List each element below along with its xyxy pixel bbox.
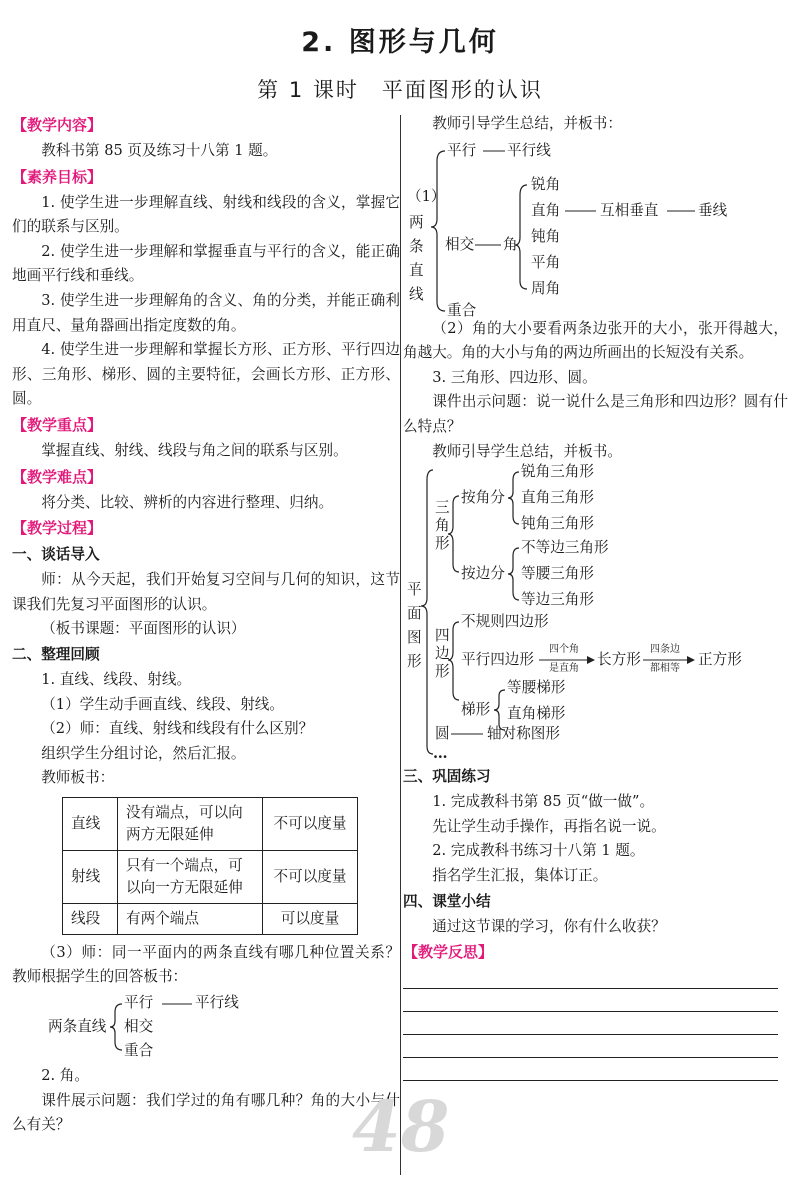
- tree-item: 垂线: [698, 201, 728, 219]
- tree-lines: [403, 137, 788, 317]
- chapter-title: 2. 图形与几何: [301, 27, 499, 58]
- difficulty-text: 将分类、比较、辨析的内容进行整理、归纳。: [41, 493, 334, 511]
- review-item: （1）学生动手画直线、线段、射线。: [41, 695, 284, 713]
- section-heading-goals: 【素养目标】: [12, 167, 103, 186]
- subheading-review: 二、整理回顾: [12, 645, 100, 663]
- section-heading-process: 【教学过程】: [12, 519, 103, 538]
- tree-root-char: 平: [407, 581, 422, 599]
- right-column: [403, 112, 788, 1081]
- goal-item: 3. 使学生进一步理解角的含义、角的分类，并能正确利用直尺、量角器画出指定度数的角。: [12, 291, 400, 334]
- triangle-type: 锐角三角形: [521, 463, 594, 481]
- triangle-char: 三: [435, 499, 450, 517]
- summary-intro: 教师引导学生总结，并板书：: [432, 115, 622, 132]
- goal-item: 4. 使学生进一步理解和掌握长方形、正方形、平行四边形、三角形、梯形、圆的主要特征，会画长方形、正方形、圆。: [12, 341, 400, 408]
- section-heading-content: 【教学内容】: [12, 116, 103, 134]
- tree-item: 平行四边形: [461, 651, 534, 669]
- table-cell: 有两个端点: [118, 903, 263, 934]
- tree-item: 正方形: [698, 651, 742, 669]
- summary-intro: 教师引导学生总结，并板书。: [432, 442, 622, 460]
- section-heading-reflection: 【教学反思】: [403, 943, 494, 962]
- triangle-char: 角: [435, 517, 450, 535]
- tree-root-char: 面: [407, 605, 422, 623]
- tree-item: 互相垂直: [600, 201, 659, 219]
- content-text: 教科书第 85 页及练习十八第 1 题。: [41, 142, 278, 159]
- two-lines-tree: [403, 137, 788, 317]
- summary-text: 通过这节课的学习，你有什么收获？: [432, 917, 666, 935]
- brace-item: 重合: [124, 1042, 154, 1060]
- arrow-label: 是直角: [549, 663, 579, 675]
- triangle-type: 钝角三角形: [521, 515, 594, 533]
- tree-item: 平行: [447, 141, 477, 159]
- trapezoid-type: 等腰梯形: [507, 679, 566, 697]
- practice-item: 2. 完成教科书练习十八第 1 题。: [432, 842, 645, 860]
- brace-item: 平行: [124, 994, 154, 1012]
- writing-line: [403, 1080, 778, 1081]
- review-item: 教师板书：: [41, 769, 115, 787]
- tree-label: （1）: [407, 187, 446, 205]
- tree-label-char: 两: [409, 213, 424, 231]
- triangle-char: 形: [435, 535, 450, 553]
- tree-root-char: 形: [407, 653, 422, 671]
- subheading-practice: 三、巩固练习: [403, 768, 491, 786]
- table-row: [63, 903, 358, 934]
- tree-item: 长方形: [597, 651, 641, 669]
- tree-item: 按边分: [461, 565, 505, 583]
- reflection-lines: [403, 988, 788, 1081]
- key-text: 掌握直线、射线、线段与角之间的联系与区别。: [41, 441, 348, 459]
- trapezoid-type: 直角梯形: [507, 705, 566, 723]
- tree-item: 按角分: [461, 489, 505, 507]
- tree-item: 梯形: [461, 701, 491, 719]
- left-column: [12, 112, 400, 1138]
- table-cell: 只有一个端点，可以向一方无限延伸: [118, 850, 263, 903]
- review-item: 1. 直线、线段、射线。: [41, 670, 192, 688]
- writing-line: [403, 1057, 778, 1058]
- tree-item: 角: [503, 235, 518, 253]
- angle-type: 锐角: [531, 175, 561, 193]
- quad-char: 形: [435, 663, 450, 681]
- brace-item: 平行线: [195, 994, 239, 1012]
- tree-label-char: 线: [409, 285, 424, 303]
- tree-item: 相交: [445, 235, 475, 253]
- tree-label-char: 直: [409, 261, 424, 279]
- shapes-question: 课件出示问题：说一说什么是三角形和四边形？圆有什么特点？: [403, 393, 788, 435]
- practice-item: 1. 完成教科书第 85 页“做一做”。: [432, 793, 655, 811]
- tree-item: 重合: [447, 301, 477, 319]
- arrow-label: 四条边: [650, 644, 680, 656]
- intro-text: 师：从今天起，我们开始复习空间与几何的知识，这节课我们先复习平面图形的认识。: [12, 571, 400, 613]
- tree-root-char: 图: [407, 629, 422, 647]
- triangle-type: 直角三角形: [521, 489, 594, 507]
- section-heading-difficulty: 【教学难点】: [12, 467, 103, 486]
- angle-type: 直角: [531, 201, 561, 219]
- column-divider: [400, 115, 401, 1175]
- angle-type: 钝角: [531, 227, 561, 245]
- goal-item: 2. 使学生进一步理解和掌握垂直与平行的含义，能正确地画平行线和垂线。: [12, 242, 400, 285]
- goal-item: 1. 使学生进一步理解直线、射线和线段的含义，掌握它们的联系与区别。: [12, 193, 400, 236]
- triangle-type: 等边三角形: [521, 591, 594, 609]
- practice-item: 先让学生动手操作，再指名说一说。: [432, 817, 666, 835]
- review-item: 课件展示问题：我们学过的角有哪几种？角的大小与什么有关？: [12, 1091, 400, 1134]
- quad-char: 边: [435, 645, 450, 663]
- arrow-label: 四个角: [549, 644, 579, 656]
- triangle-type: 等腰三角形: [521, 565, 594, 583]
- angle-type: 平角: [531, 253, 561, 271]
- angle-explain: （2）角的大小要看两条边张开的大小，张开得越大，角越大。角的大小与角的两边所画出的长短没有关系。: [403, 319, 788, 362]
- lines-comparison-table: [62, 797, 358, 935]
- review-item: 组织学生分组讨论，然后汇报。: [41, 744, 246, 762]
- table-cell: 没有端点，可以向两方无限延伸: [118, 797, 263, 850]
- table-cell: 可以度量: [263, 903, 358, 934]
- writing-line: [403, 1034, 778, 1035]
- section-heading-key: 【教学重点】: [12, 415, 103, 434]
- lesson-title: 第 1 课时 平面图形的认识: [257, 78, 543, 102]
- tree-ellipsis: …: [433, 745, 448, 763]
- writing-line: [403, 988, 778, 989]
- plane-figures-tree: [403, 464, 788, 764]
- table-cell: 不可以度量: [263, 850, 358, 903]
- tree-item: 平行线: [507, 141, 551, 159]
- review-item: （3）师：同一平面内的两条直线有哪几种位置关系？教师根据学生的回答板书：: [12, 943, 400, 986]
- page-number: 48: [352, 1085, 450, 1168]
- table-cell: 线段: [63, 903, 118, 934]
- table-row: [63, 850, 358, 903]
- tree-item: 圆: [435, 725, 450, 743]
- tree-label-char: 条: [409, 237, 424, 255]
- review-item: （2）师：直线、射线和线段有什么区别？: [41, 720, 314, 738]
- triangle-type: 不等边三角形: [521, 539, 609, 557]
- table-cell: 不可以度量: [263, 797, 358, 850]
- arrow-label: 都相等: [650, 663, 680, 675]
- table-cell: 射线: [63, 850, 118, 903]
- tree-item: 不规则四边形: [461, 613, 549, 631]
- review-item: 2. 角。: [41, 1067, 89, 1085]
- brace-root: 两条直线: [48, 1018, 107, 1036]
- practice-item: 指名学生汇报，集体订正。: [432, 866, 608, 884]
- tree-item: 轴对称图形: [487, 725, 560, 743]
- two-lines-diagram: [12, 990, 400, 1064]
- subheading-summary: 四、课堂小结: [403, 892, 491, 910]
- brace-item: 相交: [124, 1018, 154, 1036]
- table-cell: 直线: [63, 797, 118, 850]
- angle-type: 周角: [531, 279, 561, 297]
- table-row: [63, 797, 358, 850]
- subheading-intro: 一、谈话导入: [12, 546, 100, 564]
- writing-line: [403, 1011, 778, 1012]
- intro-board: （板书课题：平面图形的认识）: [41, 620, 246, 638]
- shapes-heading: 3. 三角形、四边形、圆。: [432, 368, 597, 386]
- quad-char: 四: [435, 627, 450, 645]
